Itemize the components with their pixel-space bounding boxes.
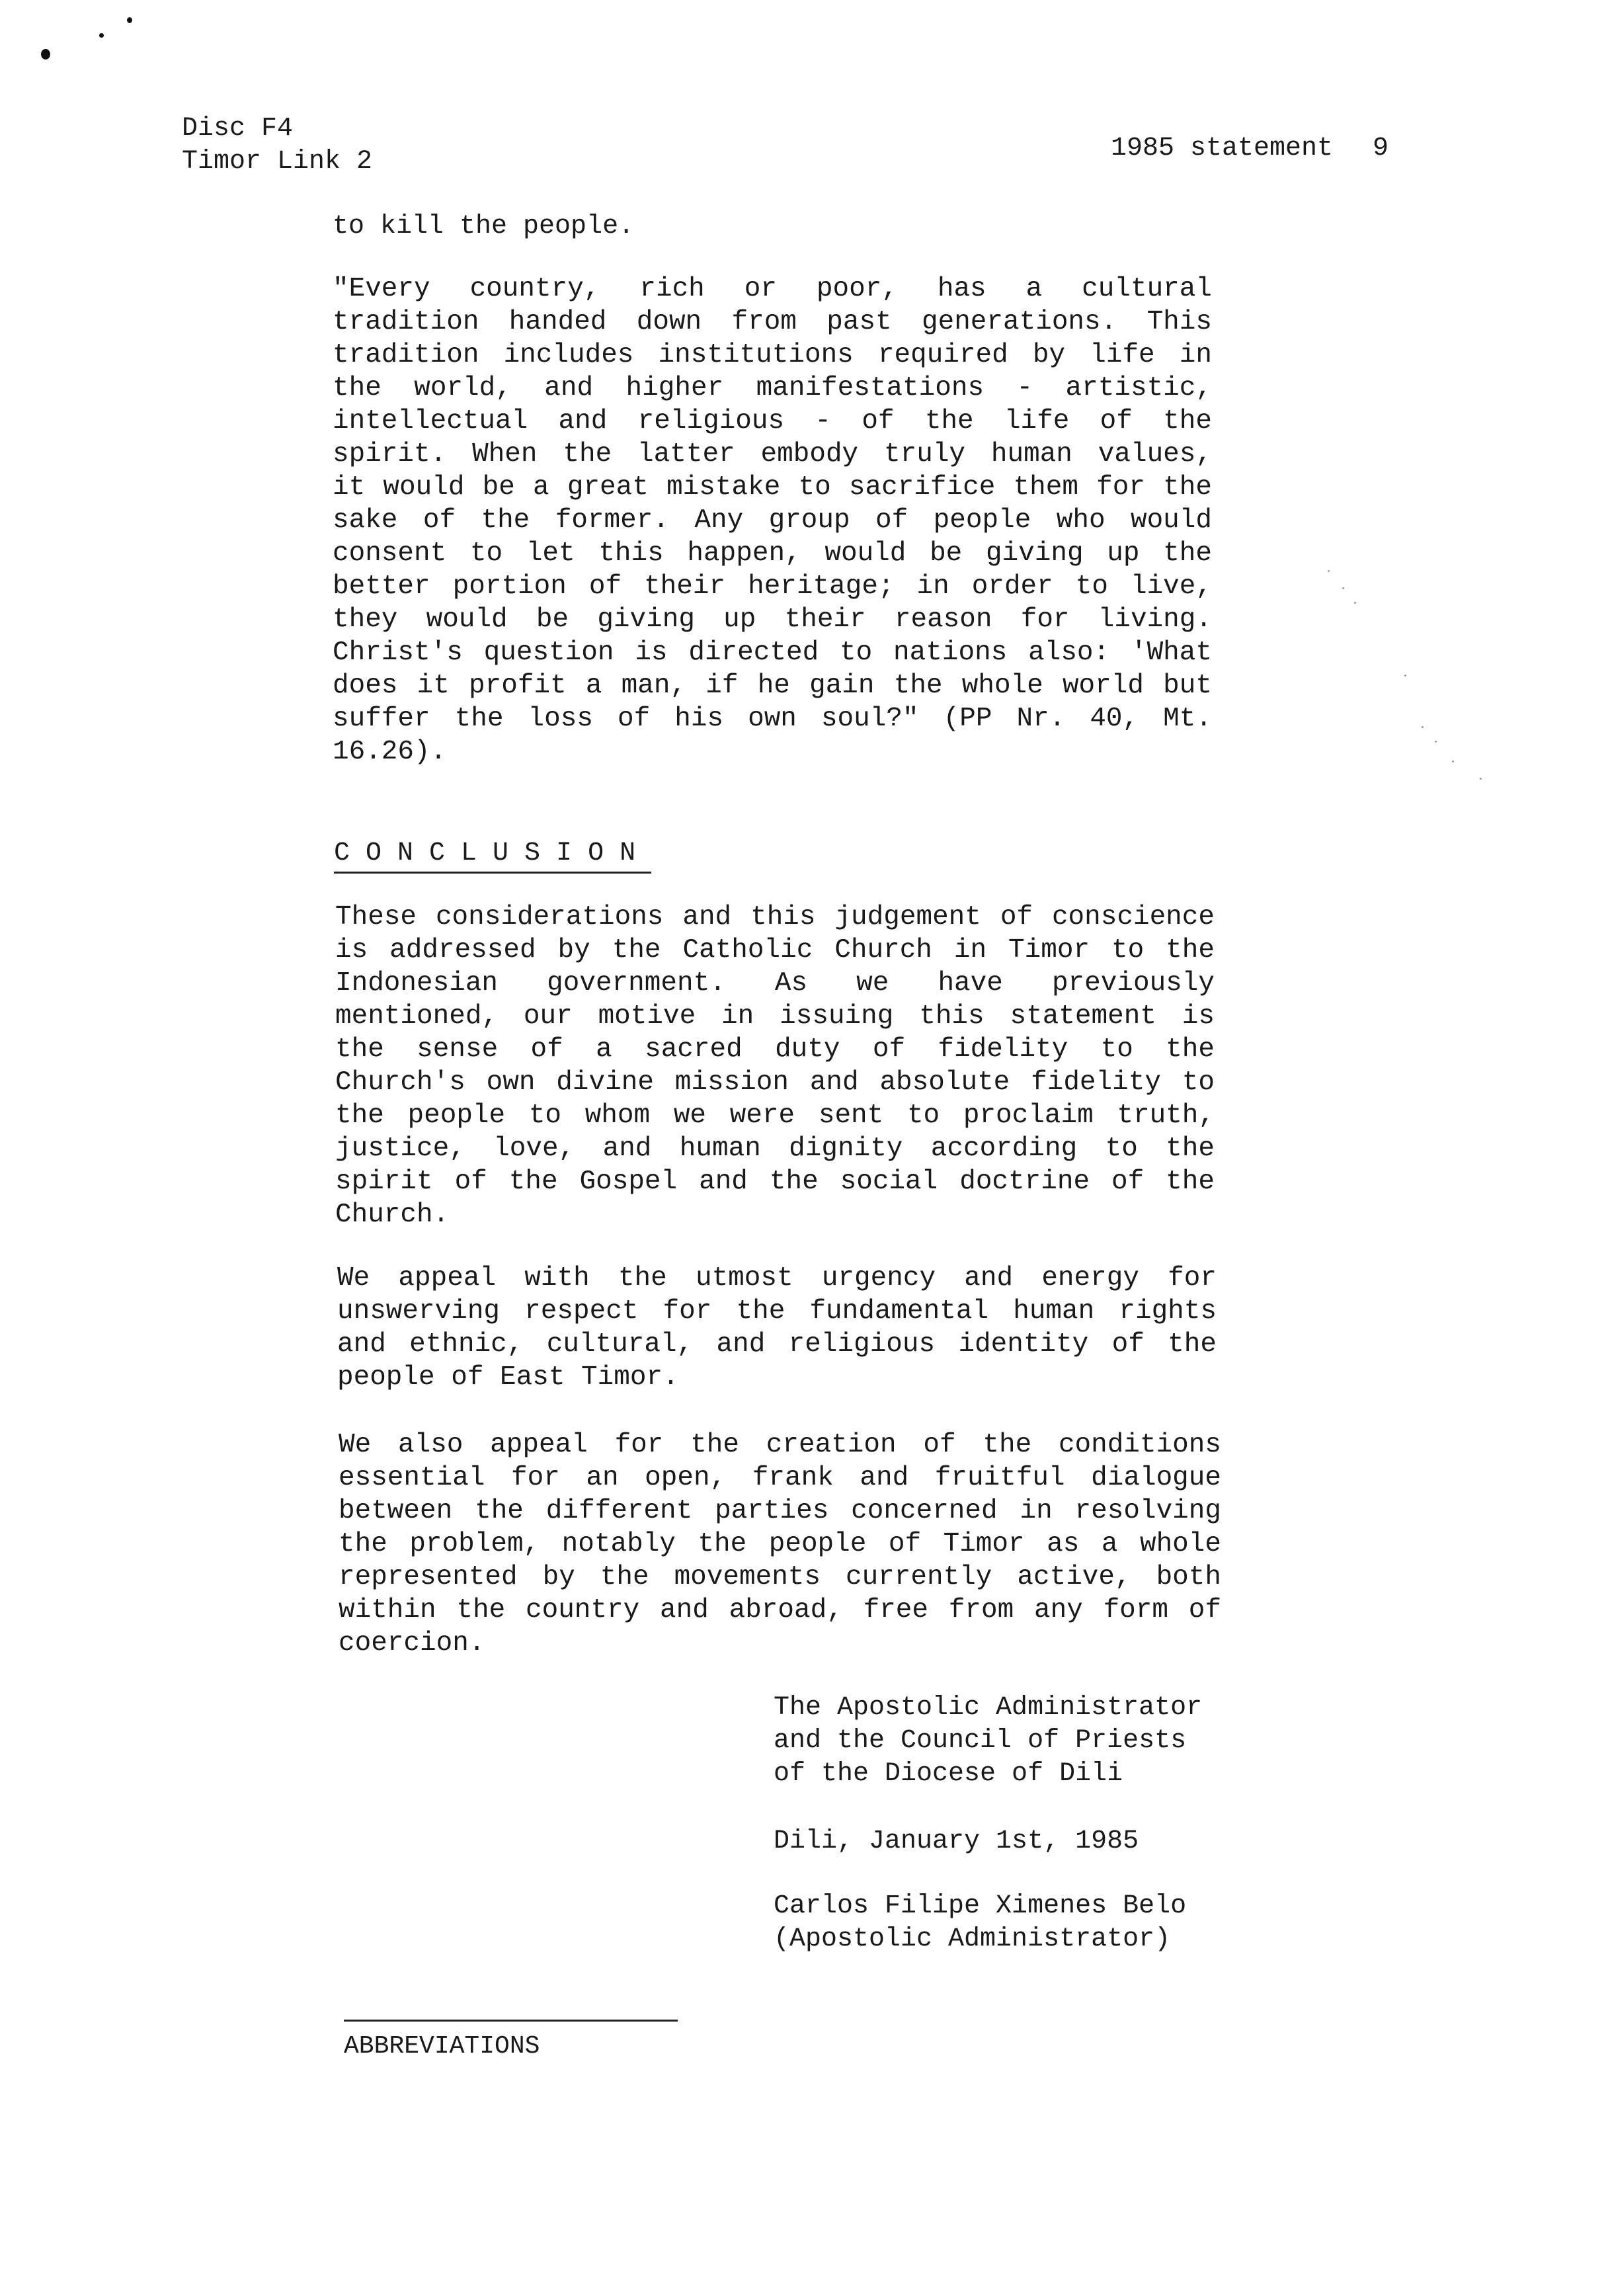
text-line: consent to let this happen, would be giving up the (333, 538, 1212, 569)
scan-mark (127, 17, 132, 23)
text-line: better portion of their heritage; in order to live, (333, 571, 1212, 602)
signature-name: Carlos Filipe Ximenes Belo (774, 1891, 1187, 1921)
text-line: between the different parties concerned in resolving (339, 1496, 1221, 1526)
text-line: intellectual and religious - of the life of the (333, 406, 1212, 436)
footnote-separator (344, 2020, 678, 2022)
text-line: Church. (335, 1200, 450, 1230)
text-line: suffer the loss of his own soul?" (PP Nr. 40, Mt. (333, 704, 1212, 734)
text-line: Christ's question is directed to nations also: 'What (333, 637, 1212, 668)
text-line: the world, and higher manifestations - artistic, (333, 373, 1212, 403)
text-line: they would be giving up their reason for living. (333, 604, 1212, 635)
scan-speck (1435, 741, 1437, 743)
conclusion-paragraph-1 (335, 901, 1215, 1231)
text-line: These considerations and this judgement of conscience (335, 902, 1215, 932)
text-line: represented by the movements currently active, both (339, 1562, 1221, 1592)
text-line: sake of the former. Any group of people who would (333, 505, 1212, 536)
text-line: and ethnic, cultural, and religious identity of the (337, 1329, 1217, 1360)
text-line: it would be a great mistake to sacrifice them for the (333, 472, 1212, 503)
conclusion-heading: C O N C L U S I O N (334, 839, 636, 868)
quote-paragraph (333, 272, 1212, 768)
conclusion-paragraph-2 (337, 1262, 1217, 1394)
text-line: mentioned, our motive in issuing this statement is (335, 1001, 1215, 1032)
signature-role: (Apostolic Administrator) (774, 1924, 1171, 1954)
scan-speck (1342, 587, 1344, 589)
text-line: We appeal with the utmost urgency and energy for (337, 1263, 1217, 1293)
scan-speck (1404, 675, 1406, 676)
text-line: the sense of a sacred duty of fidelity to the (335, 1034, 1215, 1065)
text-line: justice, love, and human dignity according to the (335, 1133, 1215, 1164)
scan-mark (41, 49, 50, 60)
footnote-heading: ABBREVIATIONS (344, 2032, 540, 2061)
scan-speck (1354, 602, 1356, 604)
text-line: tradition includes institutions required by life in (333, 340, 1212, 370)
signature-issuer-line: The Apostolic Administrator (774, 1693, 1203, 1723)
scan-speck (1328, 570, 1330, 572)
text-line: We also appeal for the creation of the conditions (339, 1430, 1221, 1460)
scan-speck (1422, 726, 1424, 728)
text-line: is addressed by the Catholic Church in Timor to the (335, 935, 1215, 965)
text-line: unswerving respect for the fundamental human rights (337, 1296, 1217, 1327)
text-line: does it profit a man, if he gain the whole world but (333, 671, 1212, 701)
signature-issuer-line: and the Council of Priests (774, 1726, 1187, 1756)
text-line: spirit. When the latter embody truly human values, (333, 439, 1212, 470)
signature-issuer-line: of the Diocese of Dili (774, 1759, 1123, 1789)
header-series: Timor Link 2 (182, 147, 373, 177)
text-line: within the country and abroad, free from any form of (339, 1595, 1221, 1625)
text-line: people of East Timor. (337, 1362, 679, 1393)
text-line: tradition handed down from past generations. This (333, 307, 1212, 337)
text-line: essential for an open, frank and fruitful dialogue (339, 1463, 1221, 1493)
header-doc-title: 1985 statement (1111, 134, 1334, 163)
text-line: 16.26). (333, 737, 447, 767)
scan-speck (1452, 760, 1454, 762)
conclusion-paragraph-3 (339, 1428, 1221, 1660)
continuation-line: to kill the people. (333, 212, 635, 241)
text-line: the problem, notably the people of Timor as a whole (339, 1529, 1221, 1559)
text-line: coercion. (339, 1628, 485, 1659)
header-disc: Disc F4 (182, 114, 294, 144)
scan-speck (1480, 778, 1482, 780)
text-line: the people to whom we were sent to proclaim truth, (335, 1100, 1215, 1131)
conclusion-heading-underline (334, 872, 651, 874)
signature-place-date: Dili, January 1st, 1985 (774, 1826, 1139, 1856)
text-line: spirit of the Gospel and the social doctrine of the (335, 1167, 1215, 1197)
text-line: Indonesian government. As we have previously (335, 968, 1215, 999)
scan-mark (99, 33, 104, 38)
text-line: Church's own divine mission and absolute fidelity to (335, 1067, 1215, 1098)
text-line: "Every country, rich or poor, has a cultural (333, 274, 1212, 304)
header-page-number: 9 (1373, 134, 1389, 163)
